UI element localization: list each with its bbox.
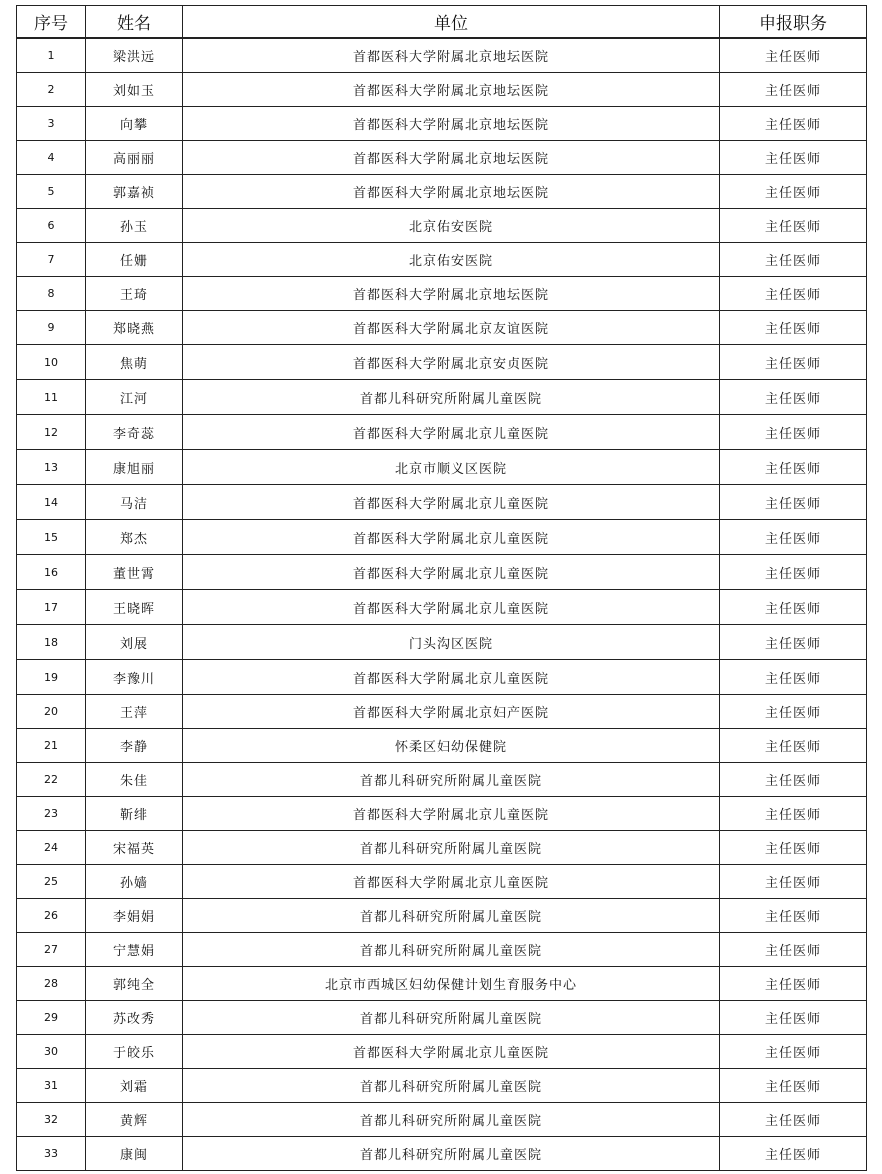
cell-name: 王晓晖 xyxy=(86,590,183,625)
cell-name: 康闽 xyxy=(86,1137,183,1171)
cell-title: 主任医师 xyxy=(720,1137,867,1171)
cell-title: 主任医师 xyxy=(720,107,867,141)
cell-num: 1 xyxy=(17,38,86,73)
cell-unit: 首都医科大学附属北京儿童医院 xyxy=(183,590,720,625)
table-body xyxy=(17,38,867,1171)
table-row xyxy=(17,1103,867,1137)
cell-num: 29 xyxy=(17,1001,86,1035)
table-row xyxy=(17,107,867,141)
cell-title: 主任医师 xyxy=(720,311,867,345)
table-row xyxy=(17,660,867,695)
cell-num: 22 xyxy=(17,763,86,797)
cell-title: 主任医师 xyxy=(720,865,867,899)
cell-name: 于皎乐 xyxy=(86,1035,183,1069)
cell-title: 主任医师 xyxy=(720,695,867,729)
cell-unit: 首都医科大学附属北京儿童医院 xyxy=(183,520,720,555)
cell-unit: 首都医科大学附属北京儿童医院 xyxy=(183,1035,720,1069)
table-row xyxy=(17,311,867,345)
table-row xyxy=(17,1137,867,1171)
cell-name: 江河 xyxy=(86,380,183,415)
cell-unit: 门头沟区医院 xyxy=(183,625,720,660)
header-unit: 单位 xyxy=(183,6,720,39)
cell-unit: 首都医科大学附属北京儿童医院 xyxy=(183,485,720,520)
cell-name: 刘如玉 xyxy=(86,73,183,107)
cell-unit: 首都医科大学附属北京地坛医院 xyxy=(183,141,720,175)
cell-num: 15 xyxy=(17,520,86,555)
cell-unit: 首都医科大学附属北京儿童医院 xyxy=(183,415,720,450)
cell-unit: 首都儿科研究所附属儿童医院 xyxy=(183,1137,720,1171)
cell-unit: 首都医科大学附属北京友谊医院 xyxy=(183,311,720,345)
cell-num: 21 xyxy=(17,729,86,763)
cell-name: 朱佳 xyxy=(86,763,183,797)
cell-title: 主任医师 xyxy=(720,555,867,590)
cell-name: 向攀 xyxy=(86,107,183,141)
cell-num: 13 xyxy=(17,450,86,485)
cell-title: 主任医师 xyxy=(720,625,867,660)
cell-unit: 首都医科大学附属北京地坛医院 xyxy=(183,277,720,311)
header-num: 序号 xyxy=(17,6,86,39)
cell-name: 焦萌 xyxy=(86,345,183,380)
cell-unit: 北京佑安医院 xyxy=(183,209,720,243)
cell-title: 主任医师 xyxy=(720,415,867,450)
cell-title: 主任医师 xyxy=(720,1001,867,1035)
cell-title: 主任医师 xyxy=(720,763,867,797)
cell-unit: 首都儿科研究所附属儿童医院 xyxy=(183,899,720,933)
cell-num: 24 xyxy=(17,831,86,865)
cell-unit: 北京市西城区妇幼保健计划生育服务中心 xyxy=(183,967,720,1001)
table-row xyxy=(17,967,867,1001)
cell-num: 18 xyxy=(17,625,86,660)
cell-num: 23 xyxy=(17,797,86,831)
table-row xyxy=(17,590,867,625)
cell-title: 主任医师 xyxy=(720,899,867,933)
cell-name: 王萍 xyxy=(86,695,183,729)
cell-title: 主任医师 xyxy=(720,345,867,380)
cell-num: 6 xyxy=(17,209,86,243)
cell-name: 刘霜 xyxy=(86,1069,183,1103)
cell-unit: 北京市顺义区医院 xyxy=(183,450,720,485)
table-row xyxy=(17,175,867,209)
cell-title: 主任医师 xyxy=(720,729,867,763)
cell-title: 主任医师 xyxy=(720,590,867,625)
cell-title: 主任医师 xyxy=(720,967,867,1001)
cell-title: 主任医师 xyxy=(720,660,867,695)
cell-num: 12 xyxy=(17,415,86,450)
cell-name: 郑晓燕 xyxy=(86,311,183,345)
cell-unit: 首都儿科研究所附属儿童医院 xyxy=(183,763,720,797)
cell-name: 李奇蕊 xyxy=(86,415,183,450)
cell-num: 25 xyxy=(17,865,86,899)
table-row xyxy=(17,1001,867,1035)
table-row xyxy=(17,485,867,520)
header-title: 申报职务 xyxy=(720,6,867,39)
cell-unit: 首都医科大学附属北京安贞医院 xyxy=(183,345,720,380)
cell-name: 董世霄 xyxy=(86,555,183,590)
table-row xyxy=(17,141,867,175)
cell-title: 主任医师 xyxy=(720,1035,867,1069)
cell-unit: 首都医科大学附属北京儿童医院 xyxy=(183,865,720,899)
table-row xyxy=(17,865,867,899)
cell-num: 33 xyxy=(17,1137,86,1171)
cell-name: 李静 xyxy=(86,729,183,763)
cell-name: 郭嘉祯 xyxy=(86,175,183,209)
header-name: 姓名 xyxy=(86,6,183,39)
table-row xyxy=(17,831,867,865)
table-row xyxy=(17,209,867,243)
table-row xyxy=(17,625,867,660)
table-row xyxy=(17,899,867,933)
table-row xyxy=(17,695,867,729)
cell-name: 苏改秀 xyxy=(86,1001,183,1035)
document-sheet xyxy=(16,5,867,1171)
table-row xyxy=(17,1035,867,1069)
table-row xyxy=(17,450,867,485)
cell-title: 主任医师 xyxy=(720,1069,867,1103)
cell-num: 9 xyxy=(17,311,86,345)
applicant-table xyxy=(16,5,867,1171)
cell-num: 19 xyxy=(17,660,86,695)
cell-unit: 首都医科大学附属北京地坛医院 xyxy=(183,73,720,107)
cell-name: 康旭丽 xyxy=(86,450,183,485)
cell-name: 刘展 xyxy=(86,625,183,660)
header-row xyxy=(17,6,867,39)
cell-name: 黄辉 xyxy=(86,1103,183,1137)
cell-num: 32 xyxy=(17,1103,86,1137)
table-row xyxy=(17,729,867,763)
cell-title: 主任医师 xyxy=(720,175,867,209)
cell-unit: 首都医科大学附属北京地坛医院 xyxy=(183,107,720,141)
table-row xyxy=(17,933,867,967)
cell-num: 27 xyxy=(17,933,86,967)
cell-num: 5 xyxy=(17,175,86,209)
cell-title: 主任医师 xyxy=(720,243,867,277)
cell-name: 李豫川 xyxy=(86,660,183,695)
table-row xyxy=(17,73,867,107)
cell-num: 11 xyxy=(17,380,86,415)
cell-name: 王琦 xyxy=(86,277,183,311)
cell-num: 16 xyxy=(17,555,86,590)
cell-title: 主任医师 xyxy=(720,520,867,555)
table-row xyxy=(17,380,867,415)
cell-unit: 怀柔区妇幼保健院 xyxy=(183,729,720,763)
cell-num: 26 xyxy=(17,899,86,933)
cell-num: 2 xyxy=(17,73,86,107)
cell-name: 梁洪远 xyxy=(86,38,183,73)
cell-num: 3 xyxy=(17,107,86,141)
table-row xyxy=(17,555,867,590)
cell-name: 郑杰 xyxy=(86,520,183,555)
cell-unit: 首都医科大学附属北京儿童医院 xyxy=(183,797,720,831)
table-row xyxy=(17,415,867,450)
cell-unit: 北京佑安医院 xyxy=(183,243,720,277)
cell-title: 主任医师 xyxy=(720,38,867,73)
cell-unit: 首都医科大学附属北京儿童医院 xyxy=(183,555,720,590)
cell-name: 孙玉 xyxy=(86,209,183,243)
cell-name: 靳绯 xyxy=(86,797,183,831)
table-row xyxy=(17,797,867,831)
cell-unit: 首都儿科研究所附属儿童医院 xyxy=(183,1069,720,1103)
cell-name: 郭纯全 xyxy=(86,967,183,1001)
cell-unit: 首都医科大学附属北京地坛医院 xyxy=(183,175,720,209)
cell-num: 14 xyxy=(17,485,86,520)
cell-name: 宋福英 xyxy=(86,831,183,865)
cell-num: 7 xyxy=(17,243,86,277)
cell-num: 31 xyxy=(17,1069,86,1103)
cell-name: 李娟娟 xyxy=(86,899,183,933)
table-row xyxy=(17,38,867,73)
cell-name: 任姗 xyxy=(86,243,183,277)
cell-title: 主任医师 xyxy=(720,73,867,107)
cell-unit: 首都儿科研究所附属儿童医院 xyxy=(183,1103,720,1137)
cell-title: 主任医师 xyxy=(720,1103,867,1137)
cell-name: 孙嫱 xyxy=(86,865,183,899)
cell-num: 28 xyxy=(17,967,86,1001)
cell-unit: 首都医科大学附属北京地坛医院 xyxy=(183,38,720,73)
cell-title: 主任医师 xyxy=(720,485,867,520)
cell-num: 17 xyxy=(17,590,86,625)
cell-unit: 首都儿科研究所附属儿童医院 xyxy=(183,831,720,865)
cell-title: 主任医师 xyxy=(720,380,867,415)
table-row xyxy=(17,277,867,311)
table-row xyxy=(17,345,867,380)
cell-unit: 首都儿科研究所附属儿童医院 xyxy=(183,1001,720,1035)
cell-title: 主任医师 xyxy=(720,209,867,243)
cell-name: 宁慧娟 xyxy=(86,933,183,967)
cell-num: 10 xyxy=(17,345,86,380)
table-row xyxy=(17,243,867,277)
cell-title: 主任医师 xyxy=(720,933,867,967)
cell-unit: 首都儿科研究所附属儿童医院 xyxy=(183,380,720,415)
cell-title: 主任医师 xyxy=(720,141,867,175)
cell-num: 20 xyxy=(17,695,86,729)
cell-title: 主任医师 xyxy=(720,450,867,485)
table-row xyxy=(17,763,867,797)
cell-title: 主任医师 xyxy=(720,277,867,311)
cell-unit: 首都儿科研究所附属儿童医院 xyxy=(183,933,720,967)
cell-title: 主任医师 xyxy=(720,797,867,831)
cell-name: 马洁 xyxy=(86,485,183,520)
table-header xyxy=(17,6,867,39)
cell-num: 30 xyxy=(17,1035,86,1069)
cell-num: 4 xyxy=(17,141,86,175)
cell-unit: 首都医科大学附属北京儿童医院 xyxy=(183,660,720,695)
cell-name: 高丽丽 xyxy=(86,141,183,175)
cell-num: 8 xyxy=(17,277,86,311)
table-row xyxy=(17,1069,867,1103)
cell-title: 主任医师 xyxy=(720,831,867,865)
cell-unit: 首都医科大学附属北京妇产医院 xyxy=(183,695,720,729)
table-row xyxy=(17,520,867,555)
